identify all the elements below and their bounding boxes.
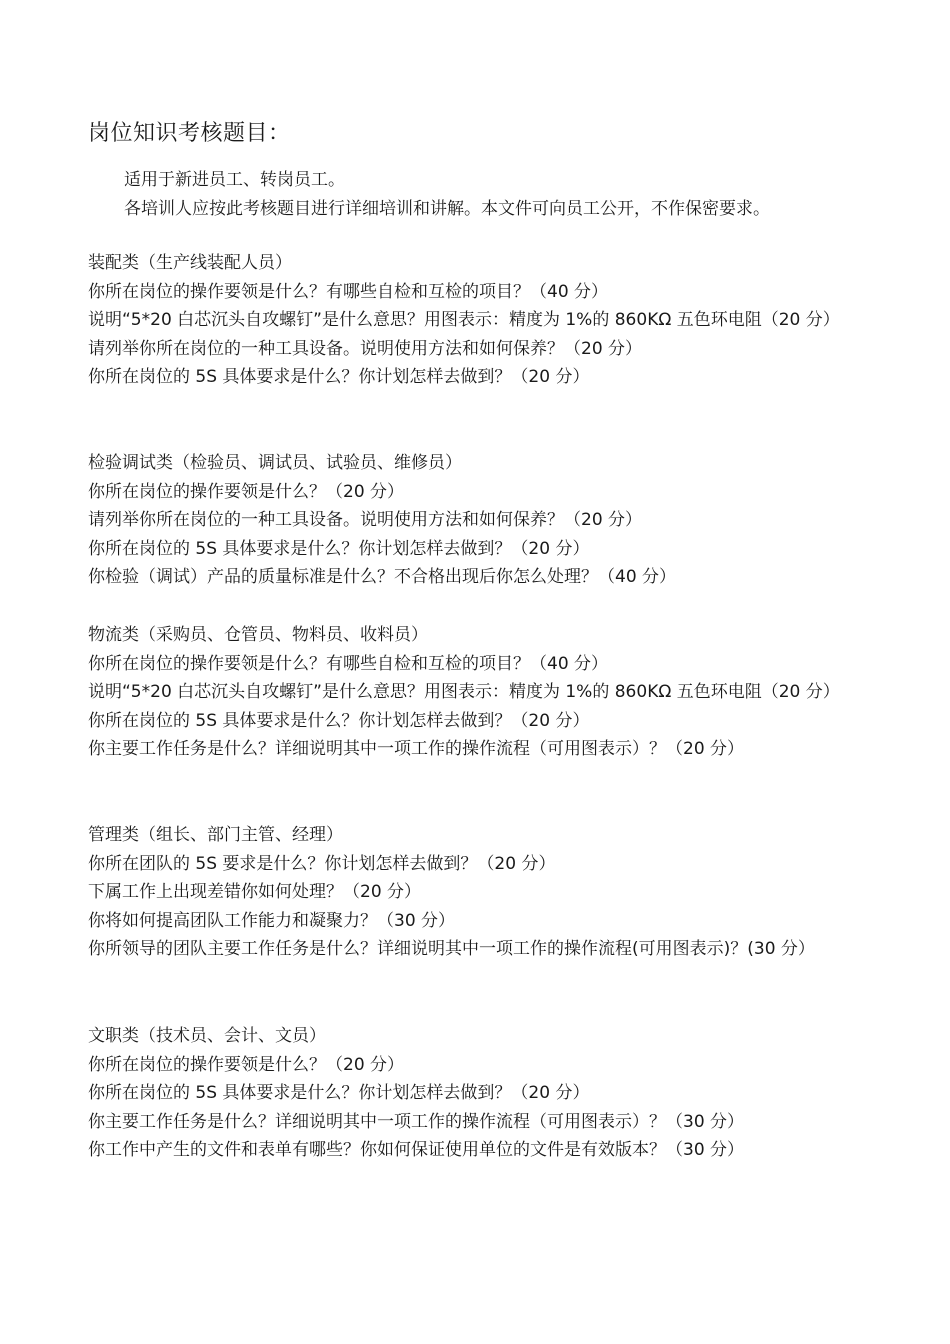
- intro-applicability: 适用于新进员工、转岗员工。: [124, 170, 345, 190]
- question-item: 你所在岗位的操作要领是什么？有哪些自检和互检的项目？（40 分）: [88, 653, 609, 674]
- question-item: 你所在岗位的 5S 具体要求是什么？你计划怎样去做到？（20 分）: [88, 1083, 590, 1104]
- question-item: 你检验（调试）产品的质量标准是什么？不合格出现后你怎么处理？（40 分）: [88, 567, 677, 588]
- section-assembly: [88, 249, 878, 392]
- document-title: 岗位知识考核题目：: [88, 121, 291, 146]
- question-item: 你所在岗位的操作要领是什么？（20 分）: [88, 1054, 405, 1075]
- question-item: 你工作中产生的文件和表单有哪些？你如何保证使用单位的文件是有效版本？（30 分）: [88, 1140, 745, 1161]
- intro-instructions: 各培训人应按此考核题目进行详细培训和讲解。本文件可向员工公开，不作保密要求。: [124, 199, 770, 219]
- section-logistics: [88, 621, 878, 764]
- question-item: 你将如何提高团队工作能力和凝聚力？（30 分）: [88, 910, 456, 931]
- question-item: 说明“5*20 白芯沉头自攻螺钉”是什么意思？用图表示：精度为 1%的 860KΩ 五色环电阻（20 分）: [88, 310, 840, 331]
- question-item: 你所领导的团队主要工作任务是什么？详细说明其中一项工作的操作流程(可用图表示)？(30 分）: [88, 939, 815, 960]
- question-item: 你主要工作任务是什么？详细说明其中一项工作的操作流程（可用图表示）？（30 分）: [88, 1111, 745, 1132]
- section-heading: 检验调试类（检验员、调试员、试验员、维修员）: [88, 453, 462, 473]
- section-heading: 文职类（技术员、会计、文员）: [88, 1026, 326, 1046]
- question-item: 你所在岗位的 5S 具体要求是什么？你计划怎样去做到？（20 分）: [88, 538, 590, 559]
- question-item: 你主要工作任务是什么？详细说明其中一项工作的操作流程（可用图表示）？（20 分）: [88, 739, 745, 760]
- question-item: 你所在岗位的操作要领是什么？有哪些自检和互检的项目？（40 分）: [88, 281, 609, 302]
- section-heading: 管理类（组长、部门主管、经理）: [88, 825, 343, 845]
- section-management: [88, 821, 878, 964]
- section-clerical: [88, 1022, 878, 1165]
- question-item: 说明“5*20 白芯沉头自攻螺钉”是什么意思？用图表示：精度为 1%的 860KΩ 五色环电阻（20 分）: [88, 682, 840, 703]
- question-item: 你所在岗位的 5S 具体要求是什么？你计划怎样去做到？（20 分）: [88, 710, 590, 731]
- section-inspection: [88, 449, 878, 592]
- question-item: 下属工作上出现差错你如何处理？（20 分）: [88, 882, 422, 903]
- question-item: 请列举你所在岗位的一种工具设备。说明使用方法和如何保养？（20 分）: [88, 510, 643, 531]
- section-heading: 装配类（生产线装配人员）: [88, 253, 292, 273]
- question-item: 你所在岗位的操作要领是什么？（20 分）: [88, 481, 405, 502]
- question-item: 你所在岗位的 5S 具体要求是什么？你计划怎样去做到？（20 分）: [88, 367, 590, 388]
- question-item: 请列举你所在岗位的一种工具设备。说明使用方法和如何保养？（20 分）: [88, 338, 643, 359]
- section-heading: 物流类（采购员、仓管员、物料员、收料员）: [88, 625, 428, 645]
- question-item: 你所在团队的 5S 要求是什么？你计划怎样去做到？（20 分）: [88, 853, 556, 874]
